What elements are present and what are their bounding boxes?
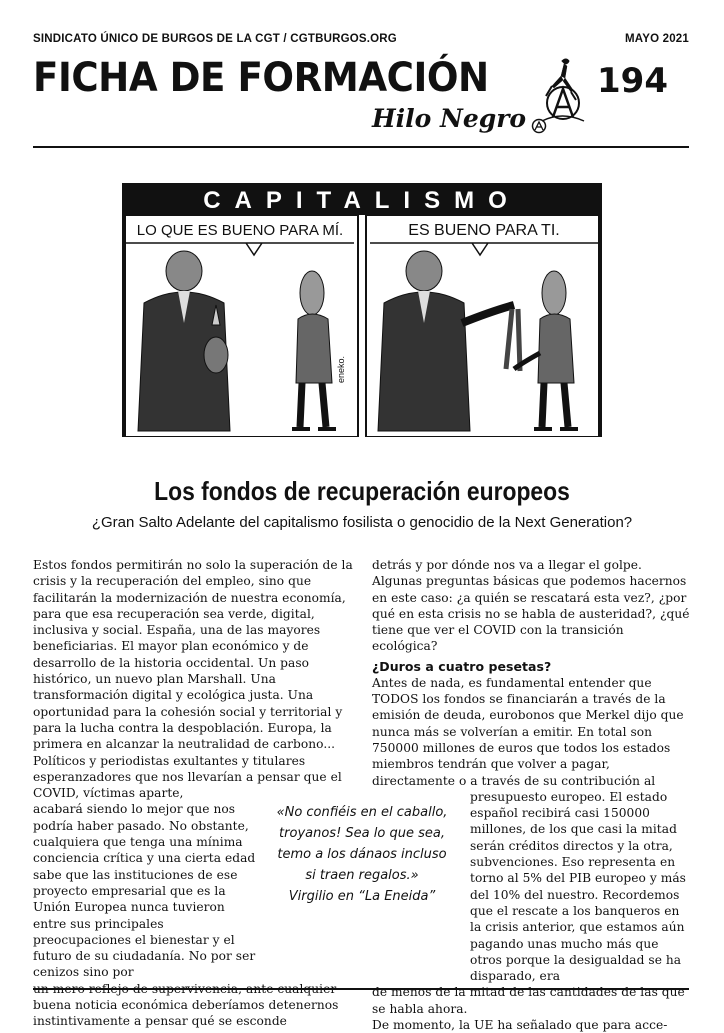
cartoon-illustration [122,183,602,437]
section-heading: ¿Duros a cuatro pesetas? [372,658,552,674]
paragraph: un mero reflejo de supervivencia, ante cualquier buena noticia económica deberíamos detenernos instintivamente a pensar qué se esconde [33,981,339,1029]
article-column-2 [372,557,690,1033]
paragraph: acabará siendo lo mejor que nos podría haber pasado. No obstante, cualquiera que tenga una mínima conciencia crítica y una cierta edad sabe que las instituciones de ese proyecto empresarial que es la Unión Europea nunca tuvieron entre sus principales preocupaciones el bienestar y el futuro de su ciudadanía. No por ser cenizos sino por [33,802,256,980]
pull-quote-line: troyanos! Sea lo que sea, [279,826,445,841]
paragraph: Políticos y periodistas exultantes y titulares esperanzadores que nos llevarían a pensar que el COVID, víctimas aparte, [33,753,342,801]
pull-quote-line: si traen regalos.» [305,868,419,883]
article-column-1 [33,557,355,1030]
cartoon-signature: eneko. [336,355,346,383]
article-headline: Los fondos de recuperación europeos [154,476,570,506]
pull-quote-attribution: Virgilio en “La Eneida” [288,889,436,904]
article-dek: ¿Gran Salto Adelante del capitalismo fosilista o genocidio de la Next Generation? [91,514,633,531]
masthead-title: FICHA DE FORMACIÓN [33,55,489,101]
paragraph: de menos de la mitad de las cantidades de las que se habla ahora. [372,985,685,1016]
right-panel-caption: ES BUENO PARA TI. [408,222,560,239]
left-panel-caption: LO QUE ES BUENO PARA MÍ. [136,222,344,239]
subtitle-emblem-icon [531,118,547,134]
paragraph: De momento, la UE ha señalado que para acce- [372,1018,668,1033]
header-rule [33,146,689,148]
pull-quote-line: temo a los dánaos incluso [277,847,447,862]
paragraph: Antes de nada, es fundamental entender que TODOS los fondos se financiarán a través de la emisión de deuda, eurobonos que Merkel dijo que nunca más se volverían a emitir. En total son 750000 millones de euros que todos los estados miembros tendrán que volver a pagar, directamente o a través de su contribución al [372,675,684,788]
masthead-subtitle: Hilo Negro [372,104,527,133]
paragraph: Estos fondos permitirán no solo la superación de la crisis y la recuperación del empleo, sino que facilitarán la modernización de nuestra economía, para que esa recuperación sea verde, digital, inclusiva y social. España, una de las mayores beneficiarias. El mayor plan económico y de desarrollo de la historia occidental. Un paso histórico, un nuevo plan Marshall. Una transformación digital y ecológica justa. Una oportunidad para la cohesión social y territorial y para la lucha contra la despoblación. Europa, la primera en alcanzar la neutralidad de carbono... [33,558,353,752]
pull-quote [270,802,454,907]
cartoon-title: CAPITALISMO [203,187,521,214]
top-bar [33,33,689,45]
issue-date: MAYO 2021 [624,33,689,45]
org-name: SINDICATO ÚNICO DE BURGOS DE LA CGT / CGTBURGOS.ORG [33,33,397,45]
paragraph: presupuesto europeo. El estado español recibirá casi 150000 millones, de los que casi la mitad serán créditos directos y la otra, subvenciones. Eso representa en torno al 5% del PIB europeo y más del 10% del nuestro. Recordemos que el rescate a los banqueros en la crisis anterior, que estamos aún pagando unas mucho más que otros porque la desigualdad se ha disparado, era [470,789,686,984]
pull-quote-line: «No confiéis en el caballo, [276,805,448,820]
issue-number: 194 [597,61,668,101]
footer-rule [33,988,689,990]
paragraph: detrás y por dónde nos va a llegar el golpe. Algunas preguntas básicas que podemos hacernos en este caso: ¿a quién se rescatará esta vez?, ¿por qué en esta crisis no se habla de austeridad?, ¿qué tiene que ver el COVID con la transición ecológica? [372,558,690,654]
